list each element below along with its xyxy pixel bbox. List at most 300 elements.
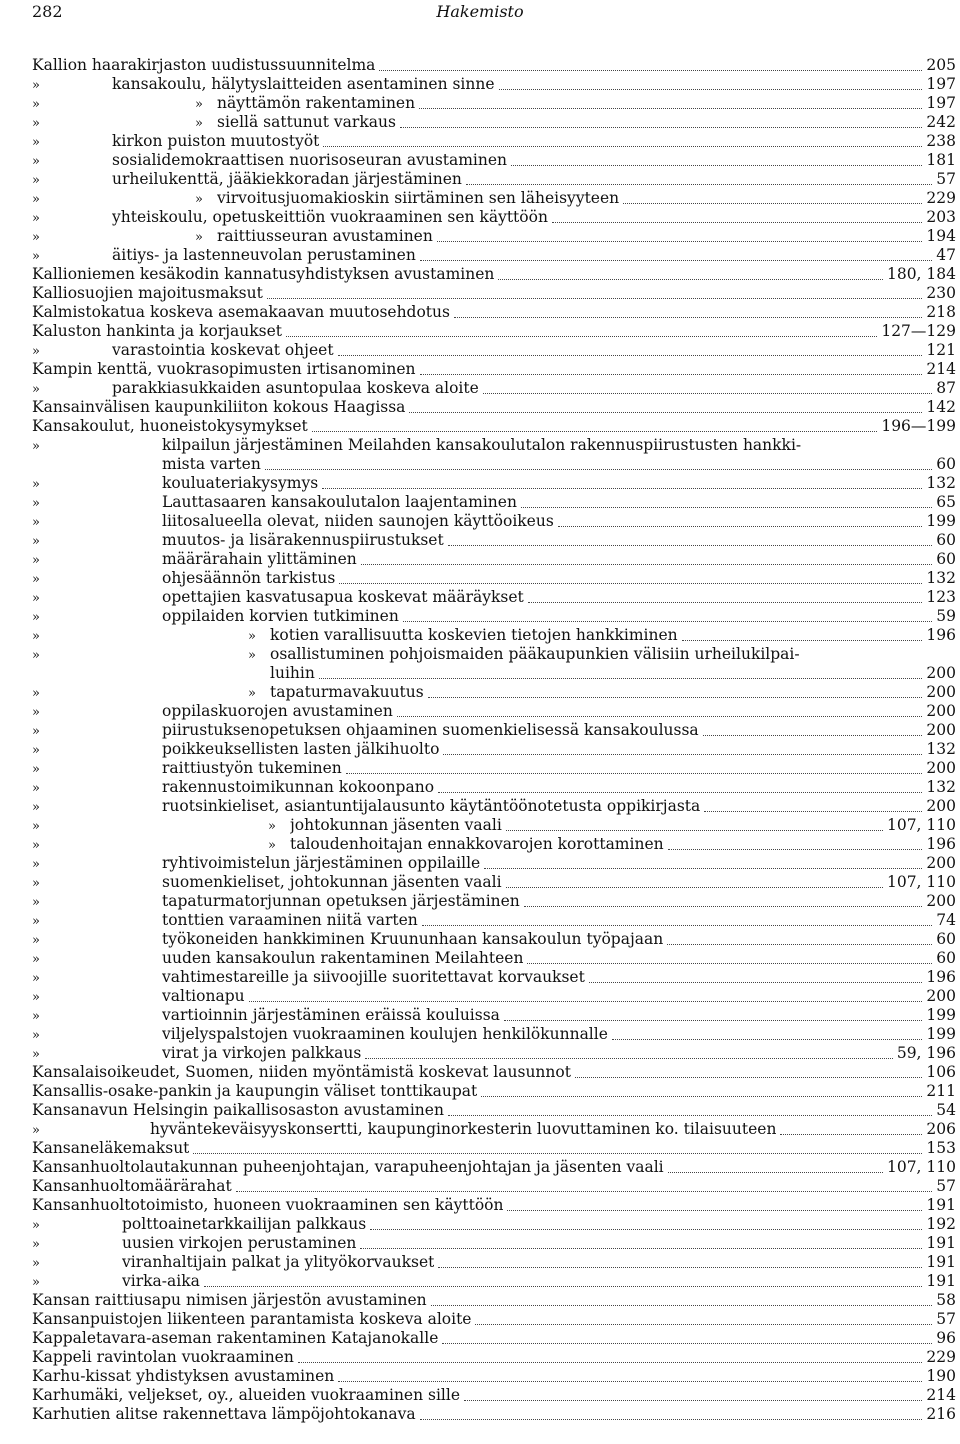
dot-leader — [338, 1380, 922, 1382]
dot-leader — [379, 69, 922, 71]
dot-leader — [442, 1342, 932, 1344]
page-reference: 191 — [926, 1234, 956, 1252]
index-entry — [32, 588, 956, 607]
page-reference: 230 — [926, 284, 956, 302]
page-reference: 229 — [926, 189, 956, 207]
ditto-mark: » — [32, 382, 40, 397]
entry-text: Karhumäki, veljekset, oy., alueiden vuokraaminen sille — [32, 1386, 461, 1404]
page-reference: 127—129 — [881, 322, 956, 340]
page-reference: 191 — [926, 1196, 956, 1214]
page-reference: 200 — [926, 892, 956, 910]
dot-leader — [528, 601, 923, 603]
dot-leader — [589, 981, 923, 983]
entry-text: Kallioniemen kesäkodin kannatusyhdistyksen avustaminen — [32, 265, 495, 283]
page-reference: 229 — [926, 1348, 956, 1366]
page-reference: 199 — [926, 1006, 956, 1024]
dot-leader — [521, 506, 932, 508]
page-reference: 60 — [936, 531, 956, 549]
ditto-mark: » — [32, 496, 40, 511]
dot-leader — [370, 1228, 922, 1230]
ditto-mark: » — [32, 1009, 40, 1024]
page-reference: 58 — [936, 1291, 956, 1309]
index-entry — [32, 854, 956, 873]
dot-leader — [552, 221, 922, 223]
entry-text: ohjesäännön tarkistus — [162, 569, 336, 587]
page-reference: 107, 110 — [886, 1158, 956, 1176]
entry-text: virka-aika — [122, 1272, 200, 1290]
ditto-mark: » — [32, 610, 40, 625]
entry-text: Lauttasaaren kansakoulutalon laajentaminen — [162, 493, 517, 511]
index-entry — [32, 911, 956, 930]
index-entry — [32, 778, 956, 797]
page-reference: 196—199 — [881, 417, 956, 435]
index-entry — [32, 474, 956, 493]
entry-text: valtionapu — [162, 987, 245, 1005]
page-reference: 57 — [936, 1310, 956, 1328]
page-reference: 106 — [926, 1063, 956, 1081]
entry-text: polttoainetarkkailijan palkkaus — [122, 1215, 367, 1233]
ditto-mark: » » — [32, 686, 256, 701]
ditto-mark: » » — [32, 116, 203, 131]
ditto-mark: » — [32, 344, 40, 359]
dot-leader — [361, 563, 933, 565]
entry-text: vartioinnin järjestäminen eräissä kouluissa — [162, 1006, 500, 1024]
entry-text: kouluateriakysymys — [162, 474, 319, 492]
index-entry — [32, 1272, 956, 1291]
ditto-mark: » — [32, 705, 40, 720]
dot-leader — [527, 962, 932, 964]
index-entry — [32, 1405, 956, 1424]
index-entry — [32, 1063, 956, 1082]
page-reference: 200 — [926, 721, 956, 739]
dot-leader — [403, 620, 932, 622]
dot-leader — [204, 1285, 923, 1287]
page-reference: 197 — [926, 94, 956, 112]
page-reference: 200 — [926, 854, 956, 872]
index-entry — [32, 493, 956, 512]
ditto-mark: » — [32, 990, 40, 1005]
ditto-mark: » — [32, 135, 40, 150]
entry-text: Kampin kenttä, vuokrasopimusten irtisanominen — [32, 360, 416, 378]
page-reference: 206 — [926, 1120, 956, 1138]
ditto-mark: » — [32, 477, 40, 492]
dot-leader — [365, 1057, 893, 1059]
dot-leader — [397, 715, 923, 717]
dot-leader — [443, 753, 922, 755]
index-entry — [32, 113, 956, 132]
dot-leader — [437, 240, 923, 242]
index-entry — [32, 740, 956, 759]
page-reference: 60 — [936, 930, 956, 948]
dot-leader — [409, 411, 922, 413]
ditto-mark: » — [32, 857, 40, 872]
index-entry — [32, 75, 956, 94]
page-reference: 59 — [936, 607, 956, 625]
page-header — [0, 0, 960, 30]
index-entry — [32, 797, 956, 816]
page-reference: 57 — [936, 170, 956, 188]
entry-text: Kansan raittiusapu nimisen järjestön avustaminen — [32, 1291, 427, 1309]
entry-text: oppilaskuorojen avustaminen — [162, 702, 393, 720]
page-reference: 200 — [926, 797, 956, 815]
entry-text: Kansanhuoltomäärärahat — [32, 1177, 232, 1195]
dot-leader — [484, 867, 922, 869]
index-entry — [32, 512, 956, 531]
index-entry — [32, 189, 956, 208]
dot-leader — [193, 1152, 922, 1154]
ditto-mark: » — [32, 78, 40, 93]
entry-text: varastointia koskevat ohjeet — [112, 341, 334, 359]
index-entry — [32, 398, 956, 417]
index-entry — [32, 987, 956, 1006]
dot-leader — [298, 1361, 923, 1363]
index-entry — [32, 1234, 956, 1253]
index-entry — [32, 550, 956, 569]
entry-text: parakkiasukkaiden asuntopulaa koskeva aloite — [112, 379, 479, 397]
ditto-mark: » — [32, 1218, 40, 1233]
dot-leader — [682, 639, 923, 641]
dot-leader — [499, 88, 923, 90]
page-reference: 218 — [926, 303, 956, 321]
ditto-mark: » — [32, 1256, 40, 1271]
dot-leader — [267, 297, 923, 299]
dot-leader — [558, 525, 923, 527]
entry-text: kotien varallisuutta koskevien tietojen hankkiminen — [270, 626, 678, 644]
ditto-mark: » » — [32, 230, 203, 245]
index-entry — [32, 1367, 956, 1386]
ditto-mark: » — [32, 724, 40, 739]
index-entry — [32, 759, 956, 778]
index-entry — [32, 417, 956, 436]
ditto-mark: » » — [32, 97, 203, 112]
page-reference: 196 — [926, 835, 956, 853]
entry-text-continued: luihin — [270, 664, 315, 682]
index-entry — [32, 1025, 956, 1044]
entry-text: tapaturmavakuutus — [270, 683, 424, 701]
index-entry — [32, 360, 956, 379]
entry-text: raittiustyön tukeminen — [162, 759, 342, 777]
dot-leader — [511, 164, 922, 166]
entry-text: yhteiskoulu, opetuskeittiön vuokraaminen sen käyttöön — [112, 208, 548, 226]
entry-text: taloudenhoitajan ennakkovarojen korottaminen — [290, 835, 664, 853]
dot-leader — [428, 696, 923, 698]
ditto-mark: » — [32, 154, 40, 169]
entry-text: Kansakoulut, huoneistokysymykset — [32, 417, 308, 435]
ditto-mark: » — [32, 515, 40, 530]
ditto-mark: » — [32, 952, 40, 967]
entry-text: oppilaiden korvien tutkiminen — [162, 607, 399, 625]
index-entry — [32, 569, 956, 588]
dot-leader — [323, 145, 922, 147]
page-reference: 199 — [926, 1025, 956, 1043]
page-reference: 216 — [926, 1405, 956, 1423]
page-reference: 65 — [936, 493, 956, 511]
index-entry — [32, 170, 956, 189]
page-reference: 200 — [926, 702, 956, 720]
index-entry — [32, 816, 956, 835]
page-reference: 132 — [926, 569, 956, 587]
index-entry — [32, 1177, 956, 1196]
ditto-mark: » — [32, 1237, 40, 1252]
entry-text: raittiusseuran avustaminen — [217, 227, 433, 245]
ditto-mark: » — [32, 1047, 40, 1062]
dot-leader — [504, 1019, 923, 1021]
ditto-mark: » — [32, 439, 40, 454]
entry-text: Karhutien alitse rakennettava lämpöjohtokanava — [32, 1405, 416, 1423]
index-entry — [32, 835, 956, 854]
index-entry — [32, 1348, 956, 1367]
index-entry — [32, 645, 956, 683]
index-entry — [32, 94, 956, 113]
ditto-mark: » — [32, 800, 40, 815]
dot-leader — [346, 772, 923, 774]
entry-text: viljelyspalstojen vuokraaminen koulujen henkilökunnalle — [162, 1025, 608, 1043]
page-reference: 60 — [936, 550, 956, 568]
dot-leader — [506, 829, 883, 831]
index-entry — [32, 930, 956, 949]
ditto-mark: » » — [32, 192, 203, 207]
entry-text: hyväntekeväisyyskonsertti, kaupunginorkesterin luovuttaminen ko. tilaisuuteen — [150, 1120, 777, 1138]
dot-leader — [623, 202, 922, 204]
entry-text: Kansainvälisen kaupunkiliiton kokous Haagissa — [32, 398, 406, 416]
entry-text: kansakoulu, hälytyslaitteiden asentaminen sinne — [112, 75, 495, 93]
ditto-mark: » — [32, 534, 40, 549]
index-entry — [32, 132, 956, 151]
running-head: Hakemisto — [436, 2, 524, 21]
entry-text: Kansanpuistojen liikenteen parantamista koskeva aloite — [32, 1310, 472, 1328]
page-reference: 59, 196 — [896, 1044, 956, 1062]
page-reference: 132 — [926, 778, 956, 796]
dot-leader — [524, 905, 923, 907]
entry-text: Kansalaisoikeudet, Suomen, niiden myöntämistä koskevat lausunnot — [32, 1063, 571, 1081]
page-reference: 181 — [926, 151, 956, 169]
dot-leader — [475, 1323, 932, 1325]
dot-leader — [612, 1038, 923, 1040]
dot-leader — [339, 582, 922, 584]
entry-text: Kappaletavara-aseman rakentaminen Katajanokalle — [32, 1329, 439, 1347]
page-reference: 132 — [926, 740, 956, 758]
index-entry — [32, 227, 956, 246]
index-entry — [32, 1291, 956, 1310]
index-entry — [32, 607, 956, 626]
dot-leader — [419, 107, 922, 109]
dot-leader — [431, 1304, 933, 1306]
index-entry — [32, 1215, 956, 1234]
page-reference: 191 — [926, 1272, 956, 1290]
index-entry — [32, 721, 956, 740]
page-reference: 196 — [926, 968, 956, 986]
entry-text: piirustuksenopetuksen ohjaaminen suomenkielisessä kansakoulussa — [162, 721, 699, 739]
ditto-mark: » » — [32, 838, 276, 853]
index-list — [32, 56, 956, 1424]
ditto-mark: » — [32, 933, 40, 948]
page-reference: 211 — [926, 1082, 956, 1100]
page-reference: 121 — [926, 341, 956, 359]
dot-leader — [422, 924, 933, 926]
ditto-mark: » — [32, 553, 40, 568]
page-reference: 191 — [926, 1253, 956, 1271]
page-reference: 214 — [926, 1386, 956, 1404]
ditto-mark: » — [32, 249, 40, 264]
dot-leader — [438, 1266, 922, 1268]
index-entry — [32, 265, 956, 284]
index-entry — [32, 1101, 956, 1120]
entry-text: liitosalueella olevat, niiden saunojen käyttöoikeus — [162, 512, 554, 530]
index-entry — [32, 1044, 956, 1063]
dot-leader — [454, 316, 922, 318]
dot-leader — [668, 848, 923, 850]
ditto-mark: » — [32, 1123, 40, 1138]
dot-leader — [704, 810, 922, 812]
entry-text: viranhaltijain palkat ja ylityökorvaukset — [122, 1253, 435, 1271]
entry-text: Karhu-kissat yhdistyksen avustaminen — [32, 1367, 335, 1385]
entry-text: äitiys- ja lastenneuvolan perustaminen — [112, 246, 416, 264]
index-entry — [32, 892, 956, 911]
entry-text: virvoitusjuomakioskin siirtäminen sen läheisyyteen — [217, 189, 620, 207]
page-reference: 200 — [926, 664, 956, 682]
page-reference: 238 — [926, 132, 956, 150]
dot-leader — [448, 1114, 932, 1116]
index-entry — [32, 303, 956, 322]
entry-text: uusien virkojen perustaminen — [122, 1234, 357, 1252]
page-reference: 142 — [926, 398, 956, 416]
ditto-mark: » — [32, 1275, 40, 1290]
dot-leader — [420, 373, 923, 375]
dot-leader — [420, 259, 932, 261]
entry-text: sosialidemokraattisen nuorisoseuran avustaminen — [112, 151, 508, 169]
page-reference: 132 — [926, 474, 956, 492]
entry-text: rakennustoimikunnan kokoonpano — [162, 778, 435, 796]
entry-text: Kalliosuojien majoitusmaksut — [32, 284, 263, 302]
index-entry — [32, 1139, 956, 1158]
ditto-mark: » — [32, 762, 40, 777]
index-entry — [32, 1386, 956, 1405]
dot-leader — [400, 126, 923, 128]
dot-leader — [506, 886, 883, 888]
index-entry — [32, 208, 956, 227]
entry-text: uuden kansakoulun rakentaminen Meilahteen — [162, 949, 524, 967]
ditto-mark: » — [32, 173, 40, 188]
page-reference: 192 — [926, 1215, 956, 1233]
entry-text: Kaluston hankinta ja korjaukset — [32, 322, 283, 340]
entry-text: osallistuminen pohjoismaiden pääkaupunkien välisiin urheilukilpai- — [270, 645, 800, 663]
index-entry — [32, 949, 956, 968]
ditto-mark: » — [32, 914, 40, 929]
index-entry — [32, 1006, 956, 1025]
index-entry — [32, 1196, 956, 1215]
dot-leader — [360, 1247, 922, 1249]
entry-text: Kansaneläkemaksut — [32, 1139, 190, 1157]
page-reference: 57 — [936, 1177, 956, 1195]
dot-leader — [448, 544, 933, 546]
page-reference: 205 — [926, 56, 956, 74]
dot-leader — [438, 791, 922, 793]
dot-leader — [265, 468, 932, 470]
entry-text: johtokunnan jäsenten vaali — [290, 816, 502, 834]
index-entry — [32, 1158, 956, 1177]
page-reference: 199 — [926, 512, 956, 530]
entry-text: työkoneiden hankkiminen Kruununhaan kansakoulun työpajaan — [162, 930, 664, 948]
dot-leader — [319, 677, 923, 679]
dot-leader — [498, 278, 883, 280]
entry-text: tonttien varaaminen niitä varten — [162, 911, 418, 929]
page-reference: 153 — [926, 1139, 956, 1157]
ditto-mark: » — [32, 572, 40, 587]
index-entry — [32, 322, 956, 341]
entry-text: näyttämön rakentaminen — [217, 94, 416, 112]
index-entry — [32, 436, 956, 474]
dot-leader — [338, 354, 923, 356]
entry-text: siellä sattunut varkaus — [217, 113, 396, 131]
page-number: 282 — [32, 2, 63, 21]
dot-leader — [483, 392, 932, 394]
ditto-mark: » » — [32, 819, 276, 834]
dot-leader — [286, 335, 877, 337]
dot-leader — [667, 943, 932, 945]
page-reference: 203 — [926, 208, 956, 226]
dot-leader — [575, 1076, 922, 1078]
entry-text: opettajien kasvatusapua koskevat määräykset — [162, 588, 524, 606]
entry-text-continued: mista varten — [162, 455, 261, 473]
page-reference: 197 — [926, 75, 956, 93]
dot-leader — [249, 1000, 923, 1002]
page-reference: 107, 110 — [886, 873, 956, 891]
page-reference: 60 — [936, 949, 956, 967]
index-entry — [32, 702, 956, 721]
index-entry — [32, 626, 956, 645]
dot-leader — [668, 1171, 883, 1173]
page-reference: 180, 184 — [886, 265, 956, 283]
page-reference: 87 — [936, 379, 956, 397]
dot-leader — [322, 487, 922, 489]
ditto-mark: » — [32, 971, 40, 986]
page-reference: 190 — [926, 1367, 956, 1385]
ditto-mark: » — [32, 895, 40, 910]
index-entry — [32, 1082, 956, 1101]
index-entry — [32, 379, 956, 398]
page-reference: 194 — [926, 227, 956, 245]
dot-leader — [780, 1133, 922, 1135]
dot-leader — [236, 1190, 933, 1192]
dot-leader — [703, 734, 923, 736]
entry-text: ryhtivoimistelun järjestäminen oppilaille — [162, 854, 481, 872]
entry-text: muutos- ja lisärakennuspiirustukset — [162, 531, 444, 549]
entry-text: ruotsinkieliset, asiantuntijalausunto käytäntöönotetusta oppikirjasta — [162, 797, 701, 815]
index-entry — [32, 246, 956, 265]
index-entry — [32, 1310, 956, 1329]
page-reference: 242 — [926, 113, 956, 131]
index-entry — [32, 683, 956, 702]
entry-text: Kansanavun Helsingin paikallisosaston avustaminen — [32, 1101, 444, 1119]
ditto-mark: » — [32, 1028, 40, 1043]
entry-text: poikkeuksellisten lasten jälkihuolto — [162, 740, 440, 758]
index-entry — [32, 151, 956, 170]
dot-leader — [507, 1209, 922, 1211]
page-reference: 107, 110 — [886, 816, 956, 834]
entry-text: Kalmistokatua koskeva asemakaavan muutosehdotus — [32, 303, 450, 321]
entry-text: kilpailun järjestäminen Meilahden kansakoulutalon rakennuspiirustusten hankki- — [162, 436, 802, 454]
ditto-mark: » » — [32, 648, 256, 663]
index-entry — [32, 873, 956, 892]
page-reference: 200 — [926, 759, 956, 777]
entry-text: vahtimestareille ja siivoojille suoritettavat korvaukset — [162, 968, 585, 986]
entry-text: Kappeli ravintolan vuokraaminen — [32, 1348, 294, 1366]
entry-text: kirkon puiston muutostyöt — [112, 132, 320, 150]
page-reference: 214 — [926, 360, 956, 378]
dot-leader — [464, 1399, 922, 1401]
entry-text: Kansallis-osake-pankin ja kaupungin väliset tonttikaupat — [32, 1082, 478, 1100]
ditto-mark: » — [32, 876, 40, 891]
